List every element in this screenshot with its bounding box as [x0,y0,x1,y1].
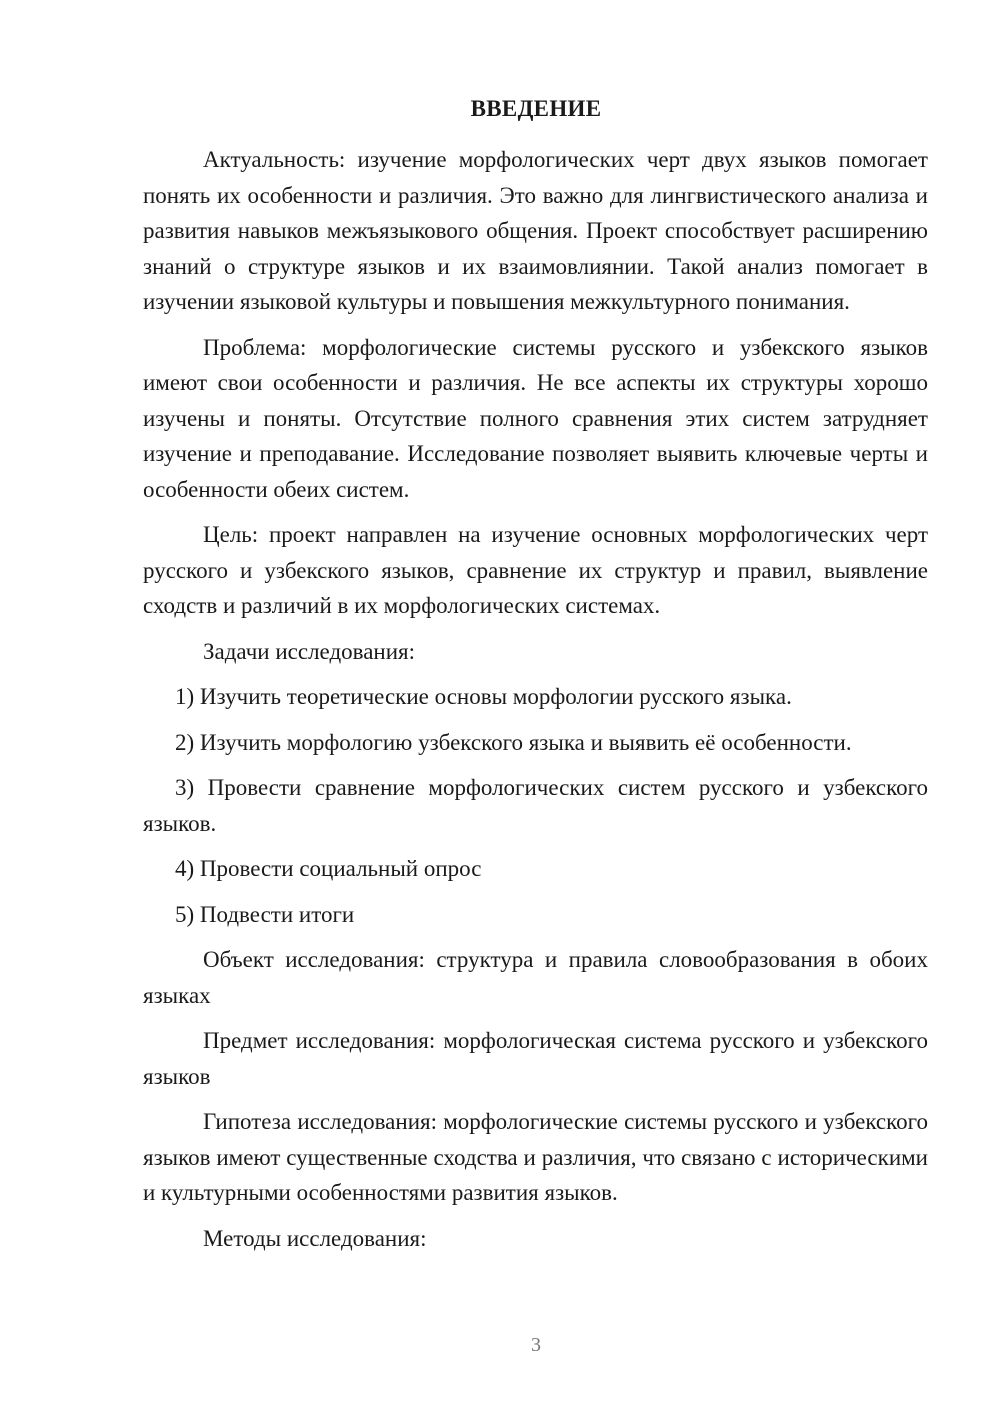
document-body [143,142,928,1266]
problem-paragraph: Проблема: морфологические системы русского и узбекского языков имеют свои особенности и различия. Не все аспекты их структуры хорошо изучены и поняты. Отсутствие полного сравнения этих систем затрудняет изучение и преподавание. Исследование позволяет выявить ключевые черты и особенности обеих систем. [143,334,928,502]
task-item: 3) Провести сравнение морфологических систем русского и узбекского языков. [143,775,928,836]
page-number: 3 [531,1334,541,1356]
page-title: ВВЕДЕНИЕ [470,96,602,121]
relevance-paragraph: Актуальность: изучение морфологических черт двух языков помогает понять их особенности и различия. Это важно для лингвистического анализа и развития навыков межъязыкового общения. Проект способствует расширению знаний о структуре языков и их взаимовлиянии. Такой анализ помогает в изучении языковой культуры и повышения межкультурного понимания. [143,147,928,314]
task-item: 5) Подвести итоги [175,901,355,927]
task-item: 4) Провести социальный опрос [175,856,482,881]
goal-paragraph: Цель: проект направлен на изучение основных морфологических черт русского и узбекского языков, сравнение их структур и правил, выявление сходств и различий в их морфологических системах. [143,522,928,618]
tasks-heading: Задачи исследования: [203,638,416,664]
subject-paragraph: Предмет исследования: морфологическая система русского и узбекского языков [143,1028,928,1089]
task-item: 2) Изучить морфологию узбекского языка и выявить её особенности. [175,729,852,755]
object-paragraph: Объект исследования: структура и правила словообразования в обоих языках [143,947,928,1008]
task-item: 1) Изучить теоретические основы морфологии русского языка. [175,684,792,709]
methods-heading: Методы исследования: [203,1225,427,1251]
hypothesis-paragraph: Гипотеза исследования: морфологические системы русского и узбекского языков имеют существенные сходства и различия, что связано с историческими и культурными особенностями развития языков. [143,1109,928,1205]
